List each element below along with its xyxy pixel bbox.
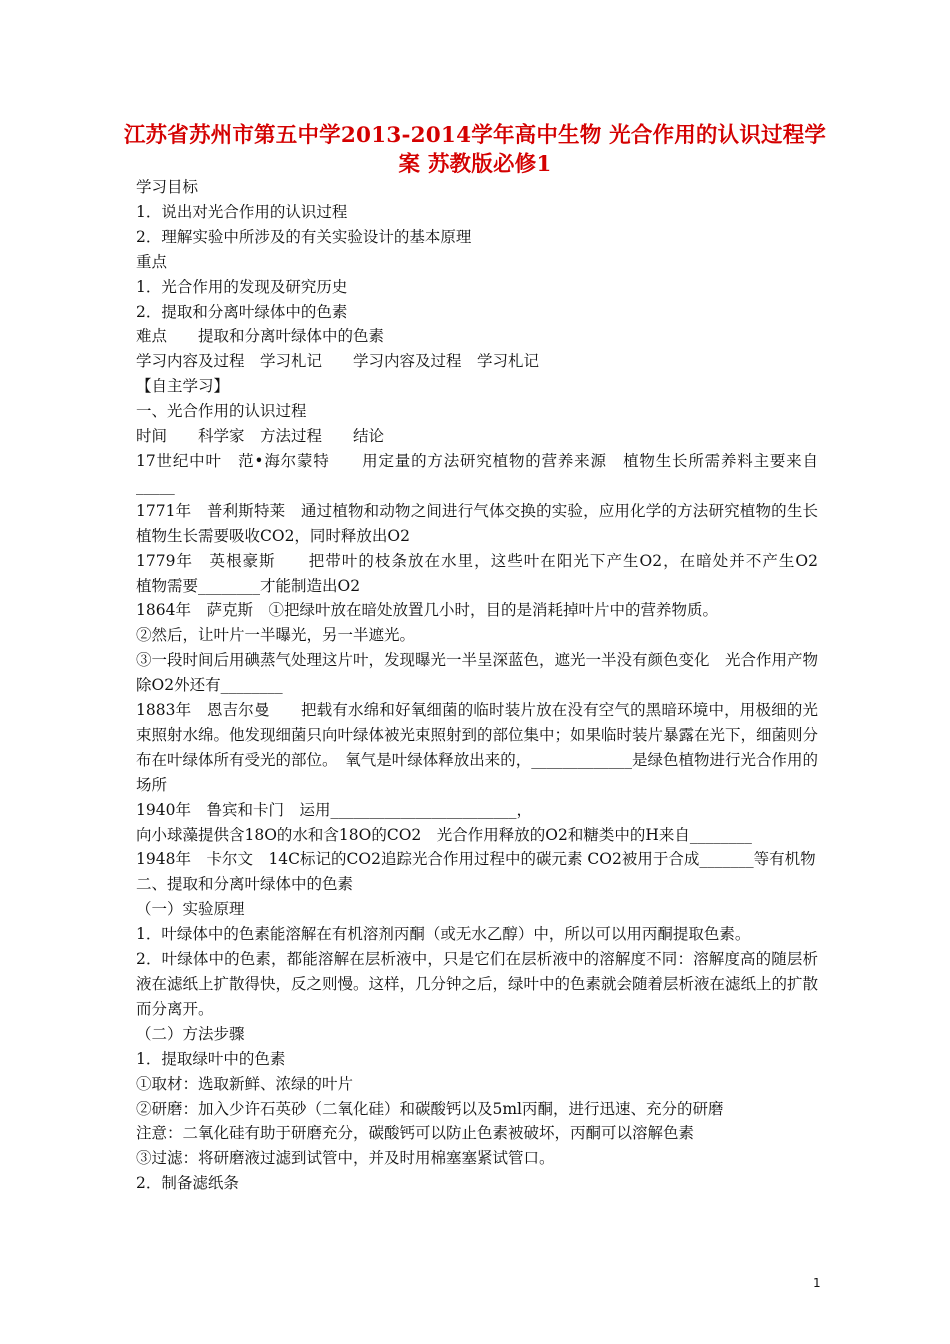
section-heading-objectives: 学习目标 <box>136 178 199 196</box>
history-entry: 1771年 普利斯特莱 通过植物和动物之间进行气体交换的实验，应用化学的方法研究植物的生长 植物生长需要吸收CO2，同时释放出O2 <box>136 501 834 545</box>
difficulty-line: 难点 提取和分离叶绿体中的色素 <box>136 327 385 346</box>
step-item: ③过滤：将研磨液过滤到试管中，并及时用棉塞塞紧试管口。 <box>136 1149 555 1168</box>
subsection-heading: （一）实验原理 <box>136 900 245 919</box>
history-entry: 17世纪中叶 范•海尔蒙特 用定量的方法研究植物的营养来源 植物生长所需养料主要来自_____ <box>136 451 818 495</box>
document-title: 江苏省苏州市第五中学2013-2014学年高中生物 光合作用的认识过程学案 苏教版必修1 <box>123 123 827 177</box>
table-header-line: 学习内容及过程 学习札记 学习内容及过程 学习札记 <box>136 352 540 371</box>
principle-item: 1．叶绿体中的色素能溶解在有机溶剂丙酮（或无水乙醇）中，所以可以用丙酮提取色素。 <box>136 925 751 944</box>
key-point-item: 2．提取和分离叶绿体中的色素 <box>136 302 348 321</box>
part-one-heading: 一、光合作用的认识过程 <box>136 402 307 421</box>
history-entry: ②然后，让叶片一半曝光，另一半遮光。 <box>136 626 416 645</box>
principle-item: 2．叶绿体中的色素，都能溶解在层析液中，只是它们在层析液中的溶解度不同：溶解度高的随层析液在滤纸上扩散得快，反之则慢。这样，几分钟之后，绿叶中的色素就会随着层析液在滤纸上的扩散而分离开。 <box>136 950 819 1018</box>
key-point-item: 1．光合作用的发现及研究历史 <box>136 277 348 296</box>
step-item: ②研磨：加入少许石英砂（二氧化硅）和碳酸钙以及5ml丙酮，进行迅速、充分的研磨 <box>136 1099 724 1118</box>
note-line: 注意：二氧化硅有助于研磨充分，碳酸钙可以防止色素被破坏，丙酮可以溶解色素 <box>136 1124 695 1143</box>
history-entry: 1948年 卡尔文 14C标记的CO2追踪光合作用过程中的碳元素 CO2被用于合成_______等有机物 <box>136 850 816 869</box>
history-entry: ③一段时间后用碘蒸气处理这片叶，发现曝光一半呈深蓝色，遮光一半没有颜色变化 光合作用产物除O2外还有________ <box>136 651 819 695</box>
history-entry: 1864年 萨克斯 ①把绿叶放在暗处放置几小时，目的是消耗掉叶片中的营养物质。 <box>136 601 718 620</box>
objective-item: 1．说出对光合作用的认识过程 <box>136 202 348 221</box>
part-two-heading: 二、提取和分离叶绿体中的色素 <box>136 875 354 894</box>
step-item: 1．提取绿叶中的色素 <box>136 1049 286 1068</box>
section-heading-key-points: 重点 <box>136 252 168 271</box>
self-study-heading: 【自主学习】 <box>136 377 230 396</box>
history-entry: 向小球藻提供含18O的水和含18O的CO2 光合作用释放的O2和糖类中的H来自________ <box>136 825 752 844</box>
history-table-header: 时间 科学家 方法过程 结论 <box>136 427 385 446</box>
page-number: 1 <box>813 1276 821 1290</box>
subsection-heading: （二）方法步骤 <box>136 1024 245 1043</box>
objective-item: 2．理解实验中所涉及的有关实验设计的基本原理 <box>136 227 472 246</box>
step-item: 2．制备滤纸条 <box>136 1174 239 1193</box>
step-item: ①取材：选取新鲜、浓绿的叶片 <box>136 1074 354 1093</box>
document-body <box>136 175 850 1196</box>
history-entry: 1940年 鲁宾和卡门 运用________________________， <box>136 800 532 819</box>
history-entry: 1883年 恩吉尔曼 把载有水绵和好氧细菌的临时装片放在没有空气的黑暗环境中，用极细的光束照射水绵。他发现细菌只向叶绿体被光束照射到的部位集中；如果临时装片暴露在光下，细菌则分布在叶绿体所有受光的部位。 氧气是叶绿体释放出来的，_____________是绿色植物进行光合作用的场所 <box>136 701 819 794</box>
history-entry: 1779年 英根豪斯 把带叶的枝条放在水里，这些叶在阳光下产生O2，在暗处并不产生O2 植物需要________才能制造出O2 <box>136 551 850 595</box>
